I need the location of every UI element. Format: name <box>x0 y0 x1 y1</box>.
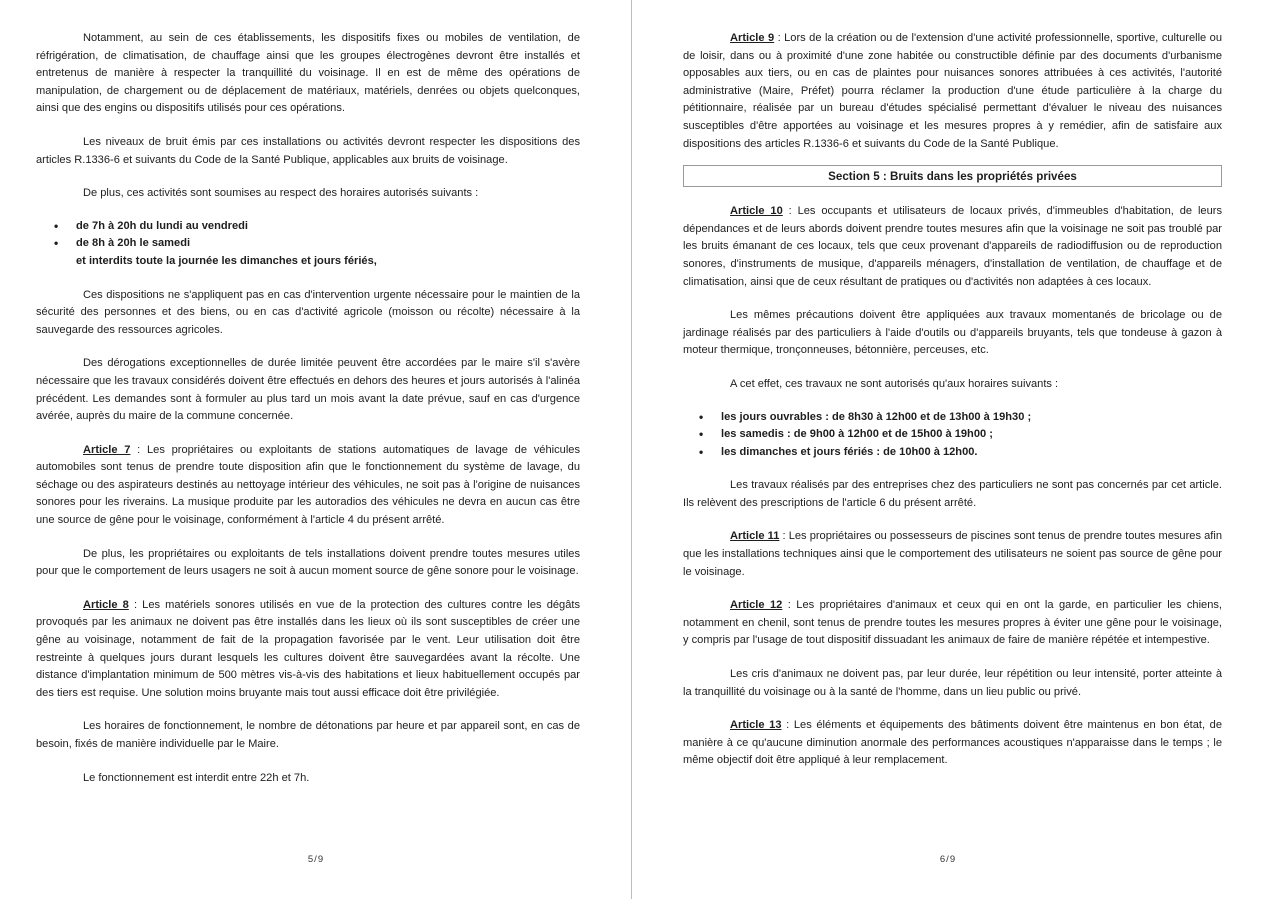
article-13 <box>683 717 1222 770</box>
diy-hours-list <box>683 409 1222 462</box>
paragraph-detonations: Les horaires de fonctionnement, le nombre de détonations par heure et par appareil sont, en cas de besoin, fixés de manière individuelle par le Maire. <box>36 720 580 750</box>
paragraph-car-wash-users: De plus, les propriétaires ou exploitants de tels installations doivent prendre toutes mesures utiles pour que le comportement de leurs usagers ne soit à aucun moment source de gêne sonore pour le voisinage. <box>36 547 580 578</box>
page-6 <box>632 0 1264 899</box>
list-item: et interdits toute la journée les dimanches et jours fériés, <box>76 254 377 267</box>
article-7-text: : Les propriétaires ou exploitants de stations automatiques de lavage de véhicules automobiles sont tenus de prendre toute disposition afin que le fonctionnement du système de lavage, du séchage ou des aspirateurs destinés au nettoyage intérieur des véhicules, ne soit pas à l'origine de nuisances sonores pour les riverains. La musique produite par les autoradios des véhicules ne devra en aucun cas être une source de gêne pour le voisinage, conformément à l'article 4 du présent arrêté. <box>36 443 581 527</box>
section-heading: Section 5 : Bruits dans les propriétés privées <box>683 165 1222 187</box>
list-item: • les dimanches et jours fériés : de 10h00 à 12h00. <box>683 444 1222 462</box>
article-8 <box>36 597 580 703</box>
paragraph-night-ban: Le fonctionnement est interdit entre 22h et 7h. <box>83 771 310 784</box>
paragraph-exceptions: Ces dispositions ne s'appliquent pas en cas d'intervention urgente nécessaire pour le maintien de la sécurité des personnes et des biens, ou en cas d'activité agricole (moisson ou récolte) nécessaire à la sauvegarde des ressources agricoles. <box>36 288 580 336</box>
paragraph-hours-intro: A cet effet, ces travaux ne sont autorisés qu'aux horaires suivants : <box>730 377 1059 390</box>
article-12-label: Article 12 <box>730 599 783 612</box>
paragraph-animal-noise: Les cris d'animaux ne doivent pas, par leur durée, leur répétition ou leur intensité, porter atteinte à la tranquillité du voisinage ou à la santé de l'homme, dans un lieu public ou privé. <box>683 668 1222 698</box>
authorized-hours-list <box>36 218 580 271</box>
page-number: 5/9 <box>307 854 325 865</box>
list-item: • de 7h à 20h du lundi au vendredi <box>36 218 580 236</box>
article-13-label: Article 13 <box>730 719 782 732</box>
article-11 <box>683 528 1222 581</box>
article-11-label: Article 11 <box>730 530 780 543</box>
paragraph-noise-levels: Les niveaux de bruit émis par ces installations ou activités devront respecter les dispositions des articles R.1336-6 et suivants du Code de la Santé Publique, applicables aux bruits de voisinage. <box>36 135 580 166</box>
paragraph-hours-intro: De plus, ces activités sont soumises au respect des horaires autorisés suivants : <box>83 187 479 200</box>
paragraph-equipment: Notamment, au sein de ces établissements, les dispositifs fixes ou mobiles de ventilation, de réfrigération, de climatisation, de chauffage ainsi que les groupes électrogènes devront être installés et entretenus de manière à respecter la tranquillité du voisinage. Il en est de même des opérations de manipulation, de chargement ou de déplacement de matériaux, matériels, denrées ou objets quelconques, ainsi que des engins ou dispositifs utilisés pour ces opérations. <box>36 32 580 115</box>
paragraph-contractors: Les travaux réalisés par des entreprises chez des particuliers ne sont pas concernés par cet article. Ils relèvent des prescriptions de l'article 6 du présent arrêté. <box>683 479 1222 509</box>
paragraph-derogations: Des dérogations exceptionnelles de durée limitée peuvent être accordées par le maire s'il s'avère nécessaire que les travaux considérés doivent être effectués en dehors des heures et jours autorisés à l'alinéa précédent. Les demandes sont à formuler au plus tard un mois avant la date prévue, sauf en cas d'urgence avérée, auprès du maire de la commune concernée. <box>36 357 580 423</box>
article-9-label: Article 9 <box>730 32 775 44</box>
page-5 <box>0 0 632 899</box>
paragraph-diy-work: Les mêmes précautions doivent être appliquées aux travaux momentanés de bricolage ou de jardinage réalisés par des particuliers à l'aide d'outils ou d'appareils bruyants, tels que tondeuse à gazon à moteur thermique, tronçonneuses, bétonnière, perceuses, etc. <box>683 309 1222 357</box>
list-item: • les jours ouvrables : de 8h30 à 12h00 et de 13h00 à 19h30 ; <box>683 409 1222 427</box>
article-8-label: Article 8 <box>83 598 129 611</box>
list-item: • les samedis : de 9h00 à 12h00 et de 15h00 à 19h00 ; <box>683 426 1222 444</box>
page-number: 6/9 <box>939 854 957 865</box>
article-10 <box>683 203 1222 291</box>
article-11-text: : Les propriétaires ou possesseurs de piscines sont tenus de prendre toutes mesures afin que les installations techniques ainsi que le comportement des utilisateurs ne soient pas source de gêne pour le voisinage. <box>683 530 1222 578</box>
article-8-text: : Les matériels sonores utilisés en vue de la protection des cultures contre les dégâts provoqués par les animaux ne doivent pas être installés dans les lieux où ils sont susceptibles de créer une gêne au voisinage, notamment de fait de la propagation favorisée par le vent. Leur utilisation doit être restreinte à quelques jours durant lesquels les cultures doivent être sauvegardées avant la récolte. Une distance d'implantation minimum de 500 mètres vis-à-vis des habitations et lieux habituellement occupés par des tiers est requise. Une solution moins bruyante mais tout aussi efficace doit être privilégiée. <box>36 598 580 699</box>
article-12 <box>683 597 1222 650</box>
article-7-label: Article 7 <box>83 443 131 456</box>
article-10-label: Article 10 <box>730 205 783 218</box>
article-12-text: : Les propriétaires d'animaux et ceux qui en ont la garde, en particulier les chiens, notamment en chenil, sont tenus de prendre toutes les mesures propres à éviter une gêne pour le voisinage, y compris par l'usage de tout dispositif dissuadant les animaux de faire de manière répétée et intempestive. <box>683 599 1223 647</box>
article-10-text: : Les occupants et utilisateurs de locaux privés, d'immeubles d'habitation, de leurs dépendances et de leurs abords doivent prendre toutes mesures afin que la voisinage ne soit pas troublé par les bruits émanant de ces locaux, tels que ceux provenant d'appareils de radiodiffusion ou de reproduction sonores, d'instruments de musique, d'appareils ménagers, d'installation de ventilation, de chauffage et de climatisation, ainsi que de ceux résultant de pratiques ou d'activités non adaptées à ces locaux. <box>683 205 1222 288</box>
article-7 <box>36 442 580 530</box>
article-9 <box>683 30 1222 153</box>
article-13-text: : Les éléments et équipements des bâtiments doivent être maintenus en bon état, de manière à ce qu'aucune diminution anormale des performances acoustiques n'apparaisse dans le temps ; le même objectif doit être appliqué à leur remplacement. <box>683 719 1222 767</box>
article-9-text: : Lors de la création ou de l'extension d'une activité professionnelle, sportive, culturelle ou de loisir, dans ou à proximité d'une zone habitée ou constructible définie par des documents d'urbanisme opposables aux tiers, ou en cas de plaintes pour nuisances sonores attribuées à ces activités, l'autorité administrative (Maire, Préfet) pourra réclamer la production d'une étude particulière à la charge du pétitionnaire, réalisée par un bureau d'études spécialisé permettant d'évaluer le niveau des nuisances susceptibles d'être apportées au voisinage et les mesures propres à y remédier, afin de satisfaire aux dispositions des articles R.1336-6 et suivants du Code de la Santé Publique. <box>683 32 1223 150</box>
list-item: • de 8h à 20h le samedi <box>36 235 580 253</box>
